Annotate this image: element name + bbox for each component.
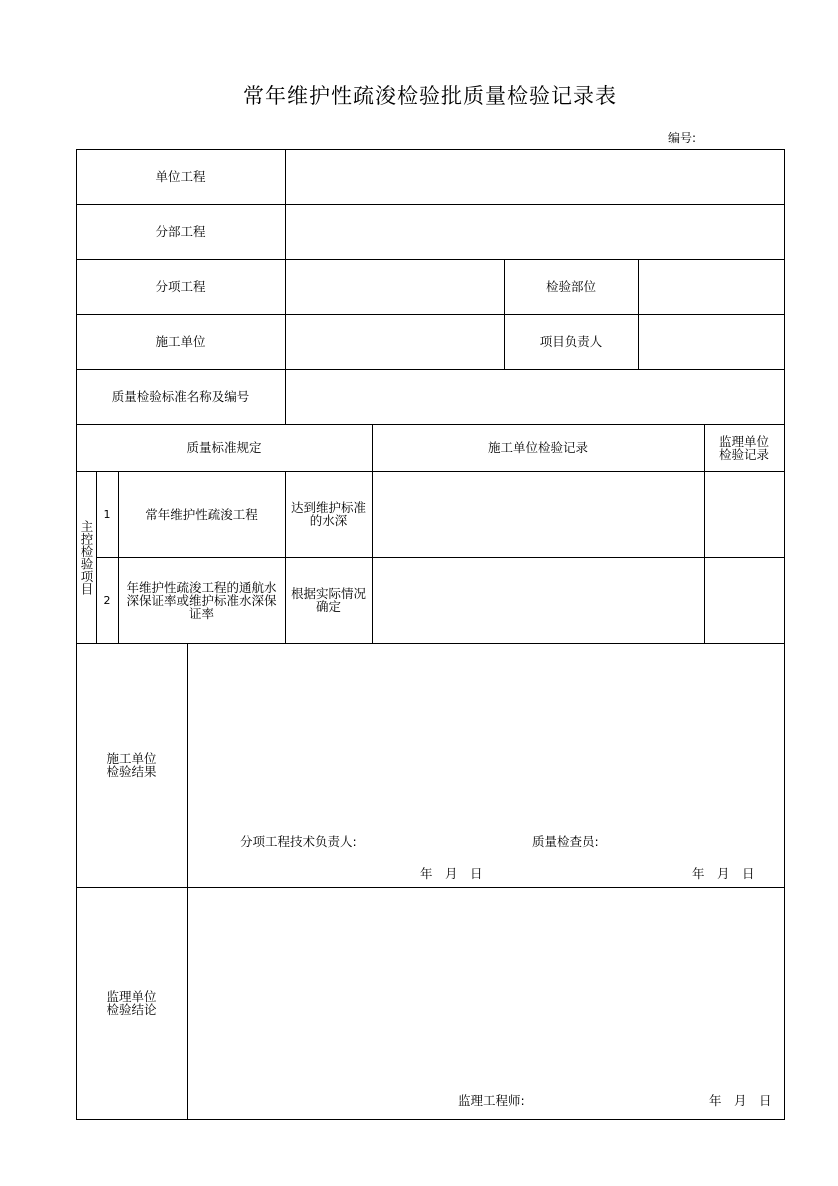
sub-project-field[interactable] — [285, 204, 784, 259]
item-number: 1 — [103, 507, 111, 521]
supervision-conclusion-label: 监理单位 检验结论 — [106, 989, 157, 1017]
item-construction-record-field[interactable] — [372, 557, 704, 643]
inspector-date: 年 月 日 — [692, 866, 755, 881]
standard-name-field[interactable] — [285, 369, 784, 424]
item-name: 常年维护性疏浚工程 — [145, 506, 258, 522]
item-supervision-record-field[interactable] — [704, 557, 784, 643]
item-name: 年维护性疏浚工程的通航水深保证率或维护标准水深保证率 — [126, 579, 277, 621]
supervision-engineer-label: 监理工程师: — [458, 1093, 525, 1108]
quality-standard-header: 质量标准规定 — [186, 440, 262, 455]
doc-number-label: 编号: — [668, 131, 697, 145]
tech-lead-date: 年 月 日 — [420, 866, 483, 881]
inspection-location-field[interactable] — [638, 259, 784, 314]
unit-project-field[interactable] — [285, 149, 784, 204]
inspection-location-label: 检验部位 — [545, 279, 596, 294]
form-title: 常年维护性疏浚检验批质量检验记录表 — [243, 84, 617, 108]
item-standard: 达到维护标准的水深 — [290, 500, 366, 528]
standard-name-label: 质量检验标准名称及编号 — [111, 389, 250, 404]
construction-record-header: 施工单位检验记录 — [487, 440, 588, 455]
item-project-field[interactable] — [285, 259, 504, 314]
construction-unit-label: 施工单位 — [155, 334, 206, 349]
inspector-signature-label: 质量检查员: — [532, 834, 599, 849]
main-control-label: 主控检验项目 — [79, 519, 94, 595]
unit-project-label: 单位工程 — [155, 169, 206, 184]
item-project-label: 分项工程 — [155, 279, 206, 294]
project-manager-field[interactable] — [638, 314, 784, 369]
construction-result-field[interactable] — [187, 643, 784, 887]
item-standard: 根据实际情况确定 — [291, 586, 367, 614]
main-control-label-cell — [76, 471, 96, 643]
item-construction-record-field[interactable] — [372, 471, 704, 557]
item-number: 2 — [103, 593, 111, 607]
supervision-record-header: 监理单位 检验记录 — [718, 433, 769, 462]
construction-unit-field[interactable] — [285, 314, 504, 369]
project-manager-label: 项目负责人 — [539, 334, 603, 349]
supervision-conclusion-field[interactable] — [187, 887, 784, 1119]
sub-project-label: 分部工程 — [155, 224, 206, 239]
construction-result-label: 施工单位 检验结果 — [106, 751, 157, 779]
tech-lead-signature-label: 分项工程技术负责人: — [240, 834, 357, 849]
item-supervision-record-field[interactable] — [704, 471, 784, 557]
supervision-date: 年 月 日 — [709, 1093, 772, 1108]
